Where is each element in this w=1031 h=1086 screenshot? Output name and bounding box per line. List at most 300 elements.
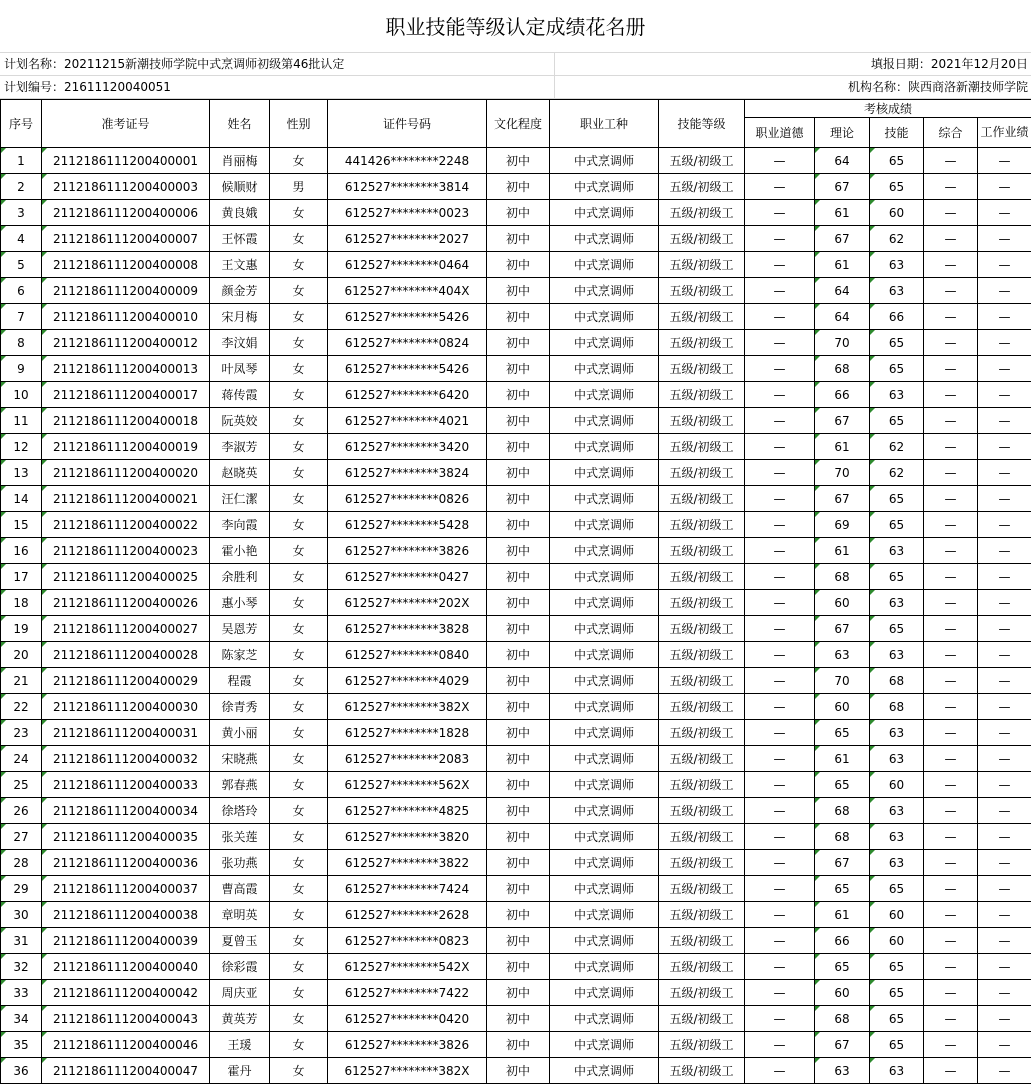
cell-level: 五级/初级工	[659, 200, 745, 226]
cell-theory: 61	[815, 746, 870, 772]
header-occupation: 职业工种	[550, 100, 659, 148]
cell-skill: 68	[870, 694, 924, 720]
cell-name: 曹高霞	[210, 876, 270, 902]
cell-id-no: 612527********2083	[328, 746, 487, 772]
cell-occupation: 中式烹调师	[550, 538, 659, 564]
cell-id-no: 612527********4029	[328, 668, 487, 694]
cell-education: 初中	[487, 642, 550, 668]
cell-overall: —	[924, 512, 978, 538]
cell-work: —	[978, 330, 1031, 356]
table-row	[1, 616, 1031, 642]
cell-skill: 66	[870, 304, 924, 330]
cell-seq: 5	[1, 252, 42, 278]
cell-name: 王怀霞	[210, 226, 270, 252]
cell-level: 五级/初级工	[659, 174, 745, 200]
cell-exam-no: 2112186111200400047	[42, 1058, 210, 1084]
cell-exam-no: 2112186111200400042	[42, 980, 210, 1006]
cell-occupation: 中式烹调师	[550, 980, 659, 1006]
cell-occupation: 中式烹调师	[550, 876, 659, 902]
cell-seq: 28	[1, 850, 42, 876]
cell-skill: 65	[870, 330, 924, 356]
cell-skill: 60	[870, 928, 924, 954]
cell-gender: 女	[270, 850, 328, 876]
cell-seq: 26	[1, 798, 42, 824]
cell-ethics: —	[745, 356, 815, 382]
cell-education: 初中	[487, 980, 550, 1006]
cell-ethics: —	[745, 1058, 815, 1084]
cell-education: 初中	[487, 512, 550, 538]
cell-theory: 66	[815, 382, 870, 408]
cell-theory: 61	[815, 252, 870, 278]
cell-id-no: 612527********7422	[328, 980, 487, 1006]
cell-occupation: 中式烹调师	[550, 720, 659, 746]
cell-seq: 23	[1, 720, 42, 746]
cell-overall: —	[924, 564, 978, 590]
cell-education: 初中	[487, 486, 550, 512]
cell-id-no: 441426********2248	[328, 148, 487, 174]
cell-exam-no: 2112186111200400007	[42, 226, 210, 252]
cell-occupation: 中式烹调师	[550, 694, 659, 720]
cell-gender: 女	[270, 382, 328, 408]
cell-seq: 22	[1, 694, 42, 720]
table-row	[1, 564, 1031, 590]
cell-work: —	[978, 642, 1031, 668]
cell-id-no: 612527********0824	[328, 330, 487, 356]
cell-theory: 67	[815, 850, 870, 876]
cell-theory: 61	[815, 434, 870, 460]
cell-exam-no: 2112186111200400030	[42, 694, 210, 720]
cell-overall: —	[924, 798, 978, 824]
cell-name: 程霞	[210, 668, 270, 694]
cell-theory: 70	[815, 668, 870, 694]
cell-name: 陈家芝	[210, 642, 270, 668]
cell-id-no: 612527********7424	[328, 876, 487, 902]
cell-overall: —	[924, 928, 978, 954]
cell-education: 初中	[487, 408, 550, 434]
cell-work: —	[978, 954, 1031, 980]
cell-gender: 女	[270, 252, 328, 278]
cell-skill: 63	[870, 538, 924, 564]
cell-theory: 67	[815, 1032, 870, 1058]
cell-name: 夏曾玉	[210, 928, 270, 954]
cell-education: 初中	[487, 772, 550, 798]
cell-seq: 13	[1, 460, 42, 486]
cell-name: 王文惠	[210, 252, 270, 278]
cell-id-no: 612527********6420	[328, 382, 487, 408]
cell-education: 初中	[487, 668, 550, 694]
header-education: 文化程度	[487, 100, 550, 148]
cell-education: 初中	[487, 226, 550, 252]
table-row	[1, 694, 1031, 720]
cell-exam-no: 2112186111200400017	[42, 382, 210, 408]
cell-exam-no: 2112186111200400018	[42, 408, 210, 434]
cell-overall: —	[924, 954, 978, 980]
cell-occupation: 中式烹调师	[550, 200, 659, 226]
table-row	[1, 928, 1031, 954]
cell-id-no: 612527********3814	[328, 174, 487, 200]
cell-education: 初中	[487, 798, 550, 824]
cell-gender: 女	[270, 408, 328, 434]
table-row	[1, 954, 1031, 980]
cell-level: 五级/初级工	[659, 876, 745, 902]
cell-work: —	[978, 1058, 1031, 1084]
table-row	[1, 876, 1031, 902]
cell-theory: 69	[815, 512, 870, 538]
cell-exam-no: 2112186111200400001	[42, 148, 210, 174]
cell-gender: 女	[270, 980, 328, 1006]
cell-gender: 男	[270, 174, 328, 200]
cell-overall: —	[924, 278, 978, 304]
cell-name: 阮英姣	[210, 408, 270, 434]
cell-skill: 65	[870, 564, 924, 590]
info-row-2	[0, 76, 1031, 99]
cell-gender: 女	[270, 876, 328, 902]
table-body	[1, 148, 1031, 1084]
cell-work: —	[978, 928, 1031, 954]
cell-exam-no: 2112186111200400025	[42, 564, 210, 590]
cell-id-no: 612527********0840	[328, 642, 487, 668]
cell-seq: 36	[1, 1058, 42, 1084]
table-row	[1, 174, 1031, 200]
cell-gender: 女	[270, 694, 328, 720]
cell-skill: 65	[870, 486, 924, 512]
cell-gender: 女	[270, 824, 328, 850]
cell-overall: —	[924, 694, 978, 720]
cell-theory: 67	[815, 174, 870, 200]
cell-education: 初中	[487, 356, 550, 382]
table-row	[1, 382, 1031, 408]
cell-overall: —	[924, 174, 978, 200]
cell-skill: 65	[870, 148, 924, 174]
cell-education: 初中	[487, 564, 550, 590]
cell-level: 五级/初级工	[659, 746, 745, 772]
cell-gender: 女	[270, 226, 328, 252]
cell-name: 王瑗	[210, 1032, 270, 1058]
cell-work: —	[978, 356, 1031, 382]
cell-gender: 女	[270, 642, 328, 668]
cell-id-no: 612527********3826	[328, 538, 487, 564]
cell-occupation: 中式烹调师	[550, 382, 659, 408]
cell-ethics: —	[745, 616, 815, 642]
table-row	[1, 746, 1031, 772]
cell-skill: 63	[870, 590, 924, 616]
cell-ethics: —	[745, 148, 815, 174]
cell-id-no: 612527********382X	[328, 1058, 487, 1084]
cell-level: 五级/初级工	[659, 1006, 745, 1032]
cell-theory: 67	[815, 408, 870, 434]
cell-work: —	[978, 148, 1031, 174]
cell-level: 五级/初级工	[659, 382, 745, 408]
cell-education: 初中	[487, 382, 550, 408]
cell-work: —	[978, 460, 1031, 486]
cell-theory: 64	[815, 304, 870, 330]
cell-work: —	[978, 746, 1031, 772]
table-row	[1, 252, 1031, 278]
cell-overall: —	[924, 226, 978, 252]
table-row	[1, 226, 1031, 252]
cell-skill: 63	[870, 642, 924, 668]
cell-level: 五级/初级工	[659, 460, 745, 486]
cell-skill: 65	[870, 512, 924, 538]
cell-skill: 63	[870, 798, 924, 824]
cell-overall: —	[924, 538, 978, 564]
cell-exam-no: 2112186111200400022	[42, 512, 210, 538]
cell-overall: —	[924, 148, 978, 174]
cell-level: 五级/初级工	[659, 538, 745, 564]
table-row	[1, 304, 1031, 330]
cell-skill: 62	[870, 226, 924, 252]
cell-level: 五级/初级工	[659, 148, 745, 174]
cell-id-no: 612527********1828	[328, 720, 487, 746]
cell-overall: —	[924, 772, 978, 798]
cell-theory: 61	[815, 902, 870, 928]
cell-skill: 63	[870, 252, 924, 278]
cell-work: —	[978, 174, 1031, 200]
cell-gender: 女	[270, 772, 328, 798]
table-row	[1, 408, 1031, 434]
cell-ethics: —	[745, 382, 815, 408]
cell-exam-no: 2112186111200400027	[42, 616, 210, 642]
cell-occupation: 中式烹调师	[550, 356, 659, 382]
cell-ethics: —	[745, 590, 815, 616]
cell-id-no: 612527********0023	[328, 200, 487, 226]
cell-theory: 60	[815, 980, 870, 1006]
cell-skill: 63	[870, 824, 924, 850]
table-row	[1, 486, 1031, 512]
cell-id-no: 612527********3828	[328, 616, 487, 642]
cell-id-no: 612527********0826	[328, 486, 487, 512]
cell-seq: 11	[1, 408, 42, 434]
cell-level: 五级/初级工	[659, 902, 745, 928]
cell-theory: 64	[815, 148, 870, 174]
cell-id-no: 612527********4021	[328, 408, 487, 434]
cell-id-no: 612527********5426	[328, 304, 487, 330]
cell-exam-no: 2112186111200400034	[42, 798, 210, 824]
cell-ethics: —	[745, 226, 815, 252]
cell-ethics: —	[745, 720, 815, 746]
cell-occupation: 中式烹调师	[550, 330, 659, 356]
cell-level: 五级/初级工	[659, 564, 745, 590]
cell-gender: 女	[270, 902, 328, 928]
cell-occupation: 中式烹调师	[550, 746, 659, 772]
cell-skill: 62	[870, 434, 924, 460]
cell-ethics: —	[745, 564, 815, 590]
table-row	[1, 512, 1031, 538]
cell-name: 李淑芳	[210, 434, 270, 460]
cell-education: 初中	[487, 616, 550, 642]
cell-overall: —	[924, 980, 978, 1006]
cell-gender: 女	[270, 1006, 328, 1032]
cell-occupation: 中式烹调师	[550, 460, 659, 486]
cell-theory: 61	[815, 200, 870, 226]
cell-exam-no: 2112186111200400040	[42, 954, 210, 980]
table-row	[1, 642, 1031, 668]
header-level: 技能等级	[659, 100, 745, 148]
cell-ethics: —	[745, 538, 815, 564]
organization-name: 机构名称：陕西商洛新潮技师学院	[847, 80, 1028, 94]
cell-education: 初中	[487, 590, 550, 616]
cell-level: 五级/初级工	[659, 434, 745, 460]
cell-exam-no: 2112186111200400035	[42, 824, 210, 850]
plan-number: 计划编号：21611120040051	[0, 76, 555, 98]
cell-ethics: —	[745, 434, 815, 460]
table-row	[1, 980, 1031, 1006]
cell-skill: 62	[870, 460, 924, 486]
cell-theory: 63	[815, 1058, 870, 1084]
fill-date: 填报日期：2021年12月20日	[870, 57, 1028, 71]
cell-exam-no: 2112186111200400012	[42, 330, 210, 356]
header-theory: 理论	[815, 118, 870, 148]
cell-skill: 65	[870, 1032, 924, 1058]
cell-id-no: 612527********382X	[328, 694, 487, 720]
cell-name: 吴恩芳	[210, 616, 270, 642]
cell-name: 黄良娥	[210, 200, 270, 226]
info-row-1	[0, 53, 1031, 76]
page-title: 职业技能等级认定成绩花名册	[0, 0, 1031, 53]
cell-ethics: —	[745, 876, 815, 902]
table-row	[1, 824, 1031, 850]
cell-level: 五级/初级工	[659, 1058, 745, 1084]
cell-work: —	[978, 668, 1031, 694]
cell-id-no: 612527********0464	[328, 252, 487, 278]
cell-education: 初中	[487, 1006, 550, 1032]
cell-exam-no: 2112186111200400026	[42, 590, 210, 616]
table-row	[1, 200, 1031, 226]
cell-exam-no: 2112186111200400038	[42, 902, 210, 928]
header-scores-group: 考核成绩	[745, 100, 1031, 118]
cell-occupation: 中式烹调师	[550, 252, 659, 278]
cell-seq: 3	[1, 200, 42, 226]
cell-id-no: 612527********2027	[328, 226, 487, 252]
cell-seq: 2	[1, 174, 42, 200]
cell-work: —	[978, 798, 1031, 824]
table-row	[1, 1032, 1031, 1058]
cell-overall: —	[924, 200, 978, 226]
cell-seq: 12	[1, 434, 42, 460]
cell-exam-no: 2112186111200400036	[42, 850, 210, 876]
cell-skill: 63	[870, 278, 924, 304]
cell-ethics: —	[745, 668, 815, 694]
cell-occupation: 中式烹调师	[550, 1032, 659, 1058]
table-row	[1, 356, 1031, 382]
cell-work: —	[978, 720, 1031, 746]
plan-name: 计划名称：20211215新潮技师学院中式烹调师初级第46批认定	[0, 53, 555, 75]
cell-overall: —	[924, 746, 978, 772]
cell-occupation: 中式烹调师	[550, 902, 659, 928]
cell-ethics: —	[745, 460, 815, 486]
cell-education: 初中	[487, 1032, 550, 1058]
cell-seq: 9	[1, 356, 42, 382]
cell-overall: —	[924, 824, 978, 850]
cell-overall: —	[924, 668, 978, 694]
cell-skill: 60	[870, 200, 924, 226]
cell-theory: 65	[815, 954, 870, 980]
cell-occupation: 中式烹调师	[550, 642, 659, 668]
header-work: 工作业绩	[978, 118, 1031, 148]
cell-overall: —	[924, 460, 978, 486]
cell-overall: —	[924, 330, 978, 356]
table-row	[1, 798, 1031, 824]
cell-occupation: 中式烹调师	[550, 564, 659, 590]
cell-exam-no: 2112186111200400006	[42, 200, 210, 226]
cell-overall: —	[924, 356, 978, 382]
cell-exam-no: 2112186111200400010	[42, 304, 210, 330]
cell-ethics: —	[745, 486, 815, 512]
cell-id-no: 612527********404X	[328, 278, 487, 304]
cell-occupation: 中式烹调师	[550, 850, 659, 876]
cell-work: —	[978, 902, 1031, 928]
cell-name: 汪仁潔	[210, 486, 270, 512]
cell-occupation: 中式烹调师	[550, 1006, 659, 1032]
cell-exam-no: 2112186111200400023	[42, 538, 210, 564]
cell-seq: 15	[1, 512, 42, 538]
cell-skill: 65	[870, 616, 924, 642]
cell-work: —	[978, 590, 1031, 616]
cell-exam-no: 2112186111200400009	[42, 278, 210, 304]
cell-work: —	[978, 616, 1031, 642]
cell-theory: 68	[815, 798, 870, 824]
cell-name: 李汶娟	[210, 330, 270, 356]
cell-seq: 35	[1, 1032, 42, 1058]
cell-gender: 女	[270, 148, 328, 174]
cell-id-no: 612527********4825	[328, 798, 487, 824]
cell-seq: 20	[1, 642, 42, 668]
cell-skill: 65	[870, 356, 924, 382]
cell-level: 五级/初级工	[659, 512, 745, 538]
cell-seq: 34	[1, 1006, 42, 1032]
cell-occupation: 中式烹调师	[550, 148, 659, 174]
cell-name: 周庆亚	[210, 980, 270, 1006]
cell-theory: 68	[815, 564, 870, 590]
cell-education: 初中	[487, 538, 550, 564]
cell-work: —	[978, 278, 1031, 304]
cell-name: 余胜利	[210, 564, 270, 590]
cell-exam-no: 2112186111200400031	[42, 720, 210, 746]
cell-overall: —	[924, 304, 978, 330]
cell-level: 五级/初级工	[659, 616, 745, 642]
cell-id-no: 612527********0420	[328, 1006, 487, 1032]
cell-id-no: 612527********3822	[328, 850, 487, 876]
cell-ethics: —	[745, 954, 815, 980]
cell-overall: —	[924, 642, 978, 668]
cell-skill: 65	[870, 980, 924, 1006]
cell-seq: 14	[1, 486, 42, 512]
cell-education: 初中	[487, 1058, 550, 1084]
cell-work: —	[978, 850, 1031, 876]
cell-skill: 68	[870, 668, 924, 694]
cell-education: 初中	[487, 954, 550, 980]
cell-occupation: 中式烹调师	[550, 512, 659, 538]
cell-overall: —	[924, 486, 978, 512]
cell-overall: —	[924, 902, 978, 928]
cell-name: 徐青秀	[210, 694, 270, 720]
cell-skill: 60	[870, 902, 924, 928]
cell-level: 五级/初级工	[659, 928, 745, 954]
cell-occupation: 中式烹调师	[550, 486, 659, 512]
cell-skill: 65	[870, 876, 924, 902]
cell-occupation: 中式烹调师	[550, 824, 659, 850]
cell-ethics: —	[745, 330, 815, 356]
cell-exam-no: 2112186111200400028	[42, 642, 210, 668]
cell-ethics: —	[745, 200, 815, 226]
cell-exam-no: 2112186111200400039	[42, 928, 210, 954]
cell-education: 初中	[487, 876, 550, 902]
cell-gender: 女	[270, 512, 328, 538]
cell-ethics: —	[745, 1006, 815, 1032]
cell-id-no: 612527********5426	[328, 356, 487, 382]
cell-ethics: —	[745, 798, 815, 824]
cell-exam-no: 2112186111200400020	[42, 460, 210, 486]
